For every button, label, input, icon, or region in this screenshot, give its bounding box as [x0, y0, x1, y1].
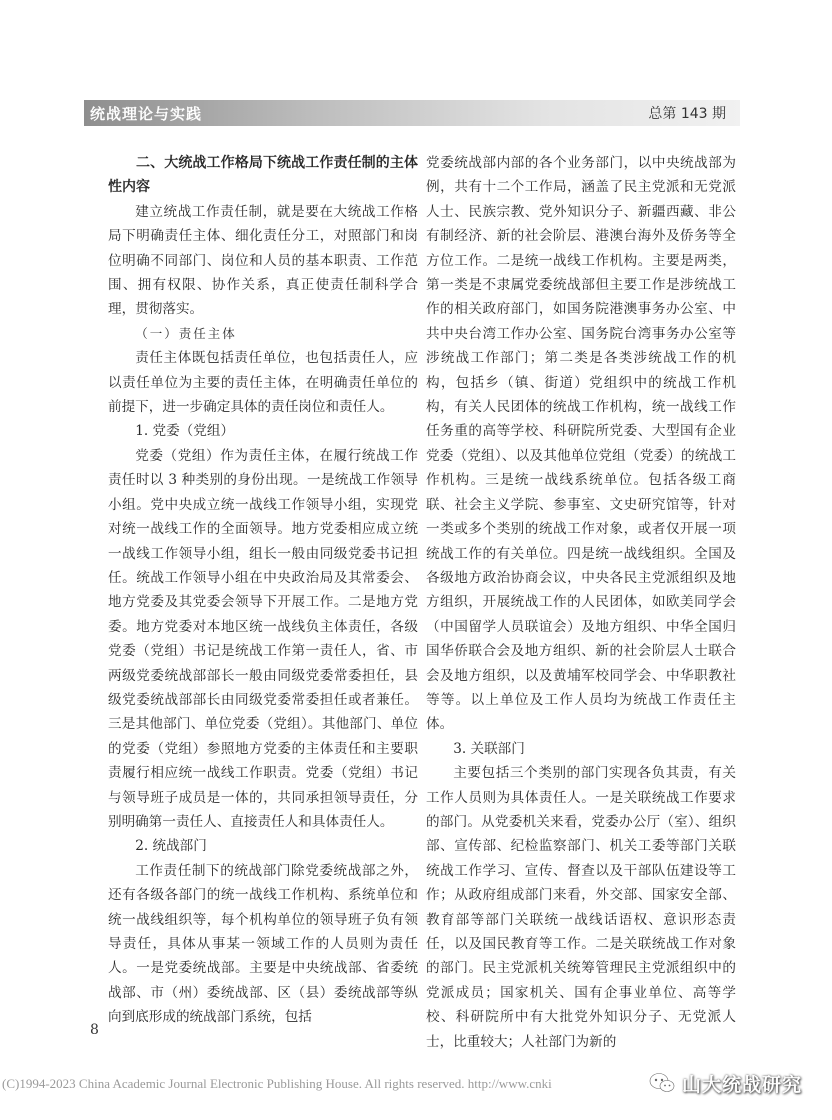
- watermark: [648, 1068, 802, 1098]
- continued-paragraph: 党委统战部内部的各个业务部门，以中央统战部为例，共有十二个工作局，涵盖了民主党派和无党派人士、民族宗教、党外知识分子、新疆西藏、非公有制经济、新的社会阶层、港澳台海外及侨务等全方位工作。二是统一战线工作机构。主要是两类，第一类是不隶属党委统战部但主要工作是涉统战工作的相关政府部门，如国务院港澳事务办公室、中共中央台湾工作办公室、国务院台湾事务办公室等涉统战工作部门；第二类是各类涉统战工作的机构，包括乡（镇、街道）党组织中的统战工作机构，有关人民团体的统战工作机构，统一战线工作任务重的高等学校、科研院所党委、大型国有企业党委（党组）、以及其他单位党组（党委）的统战工作机构。三是统一战线系统单位。包括各级工商联、社会主义学院、参事室、文史研究馆等，针对一类或多个类别的统战工作对象，或者仅开展一项统战工作的有关单位。四是统一战线组织。全国及各级地方政治协商会议，中央各民主党派组织及地方组织，开展统战工作的人民团体，如欧美同学会（中国留学人员联谊会）及地方组织、中华全国归国华侨联合会及地方组织、新的社会阶层人士联合会及地方组织，以及黄埔军校同学会、中华职教社等等。以上单位及工作人员均为统战工作责任主体。: [426, 155, 736, 733]
- item-heading-3: 3. 关联部门: [453, 740, 525, 757]
- item-paragraph-3: 主要包括三个类别的部门实现各负其责，有关工作人员则为具体责任人。一是关联统战工作要求的部门。从党委机关来看，党委办公厅（室）、组织部、宣传部、纪检监察部门、机关工委等部门关联统战工作学习、宣传、督查以及干部队伍建设等工作；从政府组成部门来看，外交部、国家安全部、教育部等部门关联统一战线话语权、意识形态责任，以及国民教育等工作。二是关联统战工作对象的部门。民主党派机关统筹管理民主党派组织中的党派成员；国家机关、国有企事业单位、高等学校、科研院所中有大批党外知识分子、无党派人士，比重较大；人社部门为新的: [426, 765, 736, 1050]
- journal-name: 统战理论与实践: [90, 105, 203, 123]
- intro-paragraph: 建立统战工作责任制，就是要在大统战工作格局下明确责任主体、细化责任分工，对照部门和岗位明确不同部门、岗位和人员的基本职责、工作范围、拥有权限、协作关系，真正使责任制科学合理，贯彻落实。: [108, 203, 418, 318]
- issue-number: 总第 143 期: [648, 106, 726, 122]
- item-paragraph-1: 党委（党组）作为责任主体，在履行统战工作责任时以 3 种类别的身份出现。一是统战工作领导小组。党中央成立统一战线工作领导小组，实现党对统一战线工作的全面领导。地方党委相应成立统一战线工作领导小组，组长一般由同级党委书记担任。统战工作领导小组在中央政治局及其常委会、地方党委及其党委会领导下开展工作。二是地方党委。地方党委对本地区统一战线负主体责任，各级党委（党组）书记是统战工作第一责任人，省、市两级党委统战部部长一般由同级党委常委担任，县级党委统战部部长由同级党委常委担任或者兼任。三是其他部门、单位党委（党组）。其他部门、单位的党委（党组）参照地方党委的主体责任和主要职责履行相应统一战线工作职责。党委（党组）书记与领导班子成员是一体的，共同承担领导责任，分别明确第一责任人、直接责任人和具体责任人。: [108, 447, 418, 830]
- left-column: [108, 151, 418, 1030]
- item-paragraph-2: 工作责任制下的统战部门除党委统战部之外，还有各级各部门的统一战线工作机构、系统单位和统一战线组织等，每个机构单位的领导班子负有领导责任，具体从事某一领域工作的人员则为责任人。一是党委统战部。主要是中央统战部、省委统战部、市（州）委统战部、区（县）委统战部等纵向到底形成的统战部门系统，包括: [108, 862, 418, 1026]
- page-number: 8: [90, 1022, 99, 1038]
- wechat-icon: [648, 1071, 676, 1095]
- item-heading-1: 1. 党委（党组）: [135, 423, 235, 440]
- item-heading-2: 2. 统战部门: [135, 838, 207, 855]
- subsection-paragraph: 责任主体既包括责任单位，也包括责任人，应以责任单位为主要的责任主体，在明确责任单位的前提下，进一步确定具体的责任岗位和责任人。: [108, 350, 418, 416]
- copyright-footer: (C)1994-2023 China Academic Journal Electronic Publishing House. All rights reserved. http://www.cnki: [2, 1076, 552, 1091]
- right-column: [426, 151, 736, 1054]
- section-title: 二、大统战工作格局下统战工作责任制的主体性内容: [108, 155, 418, 196]
- subsection-title: [108, 322, 418, 346]
- subsection-title-text: （一）责任主体: [135, 325, 237, 341]
- watermark-text: 山大统战研究: [682, 1073, 803, 1096]
